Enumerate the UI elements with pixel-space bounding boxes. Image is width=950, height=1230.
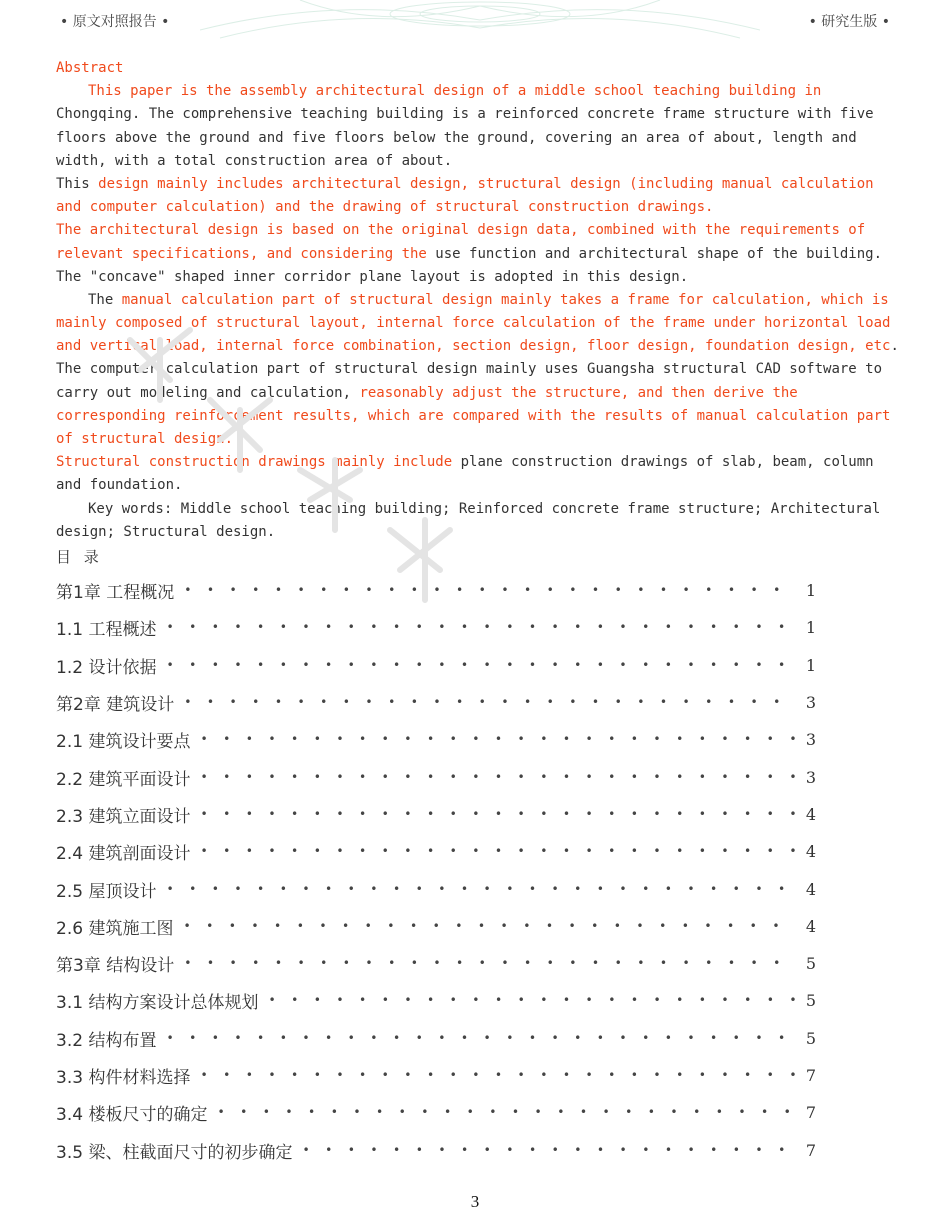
abstract-line [56,243,883,266]
toc-entry-page: 4 [796,842,816,861]
abstract-text: The [88,291,122,308]
toc-entry-page: 5 [796,1029,816,1048]
toc-entry[interactable] [56,1131,816,1168]
toc-entry-label: 2.2 建筑平面设计 [56,765,200,790]
toc-leader-dots [217,1104,796,1121]
abstract-line: of structural design. [56,431,234,447]
toc-entry-label: 2.3 建筑立面设计 [56,802,200,827]
toc-entry-page: 7 [796,1141,816,1160]
toc-leader-dots [268,992,796,1009]
toc-leader-dots [166,881,796,898]
page-number: 3 [470,1192,480,1211]
toc-leader-dots [166,619,796,636]
toc-entry[interactable] [56,982,816,1019]
abstract-line: The architectural design is based on the original design data, combined with the requirements of [56,222,866,239]
toc-entry[interactable] [56,870,816,907]
toc-entry-label: 3.2 结构布置 [56,1026,166,1051]
toc-leader-dots [184,955,796,972]
toc-leader-dots [302,1142,796,1159]
toc-entry-page: 1 [796,618,816,637]
toc-entry[interactable] [56,833,816,870]
abstract-line: mainly composed of structural layout, internal force calculation of the frame under horizontal load [56,315,891,332]
toc-leader-dots [166,1030,796,1047]
toc-entry-page: 4 [796,805,816,824]
abstract-line [56,289,889,312]
toc-leader-dots [200,731,796,748]
abstract-line: corresponding reinforcement results, which are compared with the results of manual calculation part [56,407,891,424]
toc-entry[interactable] [56,1094,816,1131]
toc-entry-label: 3.1 结构方案设计总体规划 [56,988,268,1013]
abstract-line [56,451,876,474]
abstract-highlight: Structural construction drawings mainly include [56,454,453,471]
toc-leader-dots [166,657,796,674]
toc-entry-label: 3.3 构件材料选择 [56,1063,200,1088]
toc-leader-dots [200,1067,796,1084]
toc-entry-label: 2.5 屋顶设计 [56,877,166,902]
toc-leader-dots [184,582,796,599]
abstract-line: The "concave" shaped inner corridor plane layout is adopted in this design. [56,268,689,285]
abstract-line: floors above the ground and five floors below the ground, covering an area of about, length and [56,129,857,146]
abstract-line: and computer calculation) and the drawing of structural construction drawings. [56,199,714,216]
abstract-text: plane construction drawings of slab, beam, column [452,454,874,471]
toc-entry-page: 5 [796,991,816,1010]
header-left-label: • 原文对照报告 • [60,14,170,30]
abstract-line: width, with a total construction area of about. [56,152,453,169]
toc-entry[interactable] [56,758,816,795]
abstract-line [56,173,876,196]
toc-leader-dots [200,806,796,823]
toc-leader-dots [183,918,796,935]
toc-entry[interactable] [56,721,816,758]
toc-entry-label: 1.2 设计依据 [56,653,166,678]
header-right-label: • 研究生版 • [808,14,890,30]
abstract-text: use function and architectural shape of the building. [426,245,883,262]
table-of-contents [56,572,816,1169]
toc-entry-page: 3 [796,693,816,712]
toc-entry-page: 7 [796,1103,816,1122]
abstract-highlight: manual calculation part of structural design mainly takes a frame for calculation, which is [121,291,889,308]
abstract-line: This paper is the assembly architectural design of a middle school teaching building in [88,83,822,100]
toc-entry[interactable] [56,572,816,609]
toc-entry[interactable] [56,609,816,646]
toc-leader-dots [184,694,796,711]
abstract-section [56,57,899,544]
toc-entry-page: 3 [796,730,816,749]
toc-leader-dots [200,843,796,860]
abstract-highlight: design mainly includes architectural design, structural design (including manual calculation [98,175,874,192]
header-ornament [200,0,760,40]
toc-entry-label: 第1章 工程概况 [56,578,184,603]
toc-entry-page: 4 [796,917,816,936]
toc-entry-label: 第3章 结构设计 [56,951,184,976]
abstract-highlight: and vertical load, internal force combination, section design, floor design, foundation design, etc [56,338,891,355]
toc-entry[interactable] [56,684,816,721]
toc-entry-page: 3 [796,768,816,787]
toc-entry[interactable] [56,1020,816,1057]
toc-entry-page: 5 [796,954,816,973]
toc-entry-label: 第2章 建筑设计 [56,690,184,715]
toc-entry-label: 2.4 建筑剖面设计 [56,839,200,864]
toc-entry-page: 1 [796,581,816,600]
abstract-heading: Abstract [56,60,124,76]
toc-entry-label: 2.6 建筑施工图 [56,914,183,939]
keywords-line: design; Structural design. [56,523,276,540]
toc-entry[interactable] [56,945,816,982]
toc-entry-label: 1.1 工程概述 [56,615,166,640]
toc-entry-label: 3.5 梁、柱截面尺寸的初步确定 [56,1138,302,1163]
toc-entry-page: 1 [796,656,816,675]
abstract-line: and foundation. [56,477,183,494]
toc-entry-label: 2.1 建筑设计要点 [56,727,200,752]
abstract-text: carry out modeling and calculation, [56,384,360,401]
abstract-highlight: relevant specifications, and considering the [56,245,427,262]
abstract-text: This [56,175,99,192]
toc-entry[interactable] [56,796,816,833]
toc-entry[interactable] [56,647,816,684]
toc-leader-dots [200,769,796,786]
toc-entry-page: 4 [796,880,816,899]
abstract-line [56,382,876,405]
abstract-text: . [890,338,899,355]
abstract-line: Chongqing. The comprehensive teaching building is a reinforced concrete frame structure with five [56,106,874,123]
toc-entry-label: 3.4 楼板尺寸的确定 [56,1100,217,1125]
toc-entry[interactable] [56,908,816,945]
abstract-line [56,335,899,358]
abstract-line: The computer calculation part of structural design mainly uses Guangsha structural CAD software to [56,361,883,378]
toc-entry-page: 7 [796,1066,816,1085]
toc-entry[interactable] [56,1057,816,1094]
toc-title: 目 录 [56,548,103,566]
abstract-highlight: reasonably adjust the structure, and then derive the [359,384,798,401]
keywords-line: Key words: Middle school teaching building; Reinforced concrete frame structure; Architectural [88,500,881,517]
